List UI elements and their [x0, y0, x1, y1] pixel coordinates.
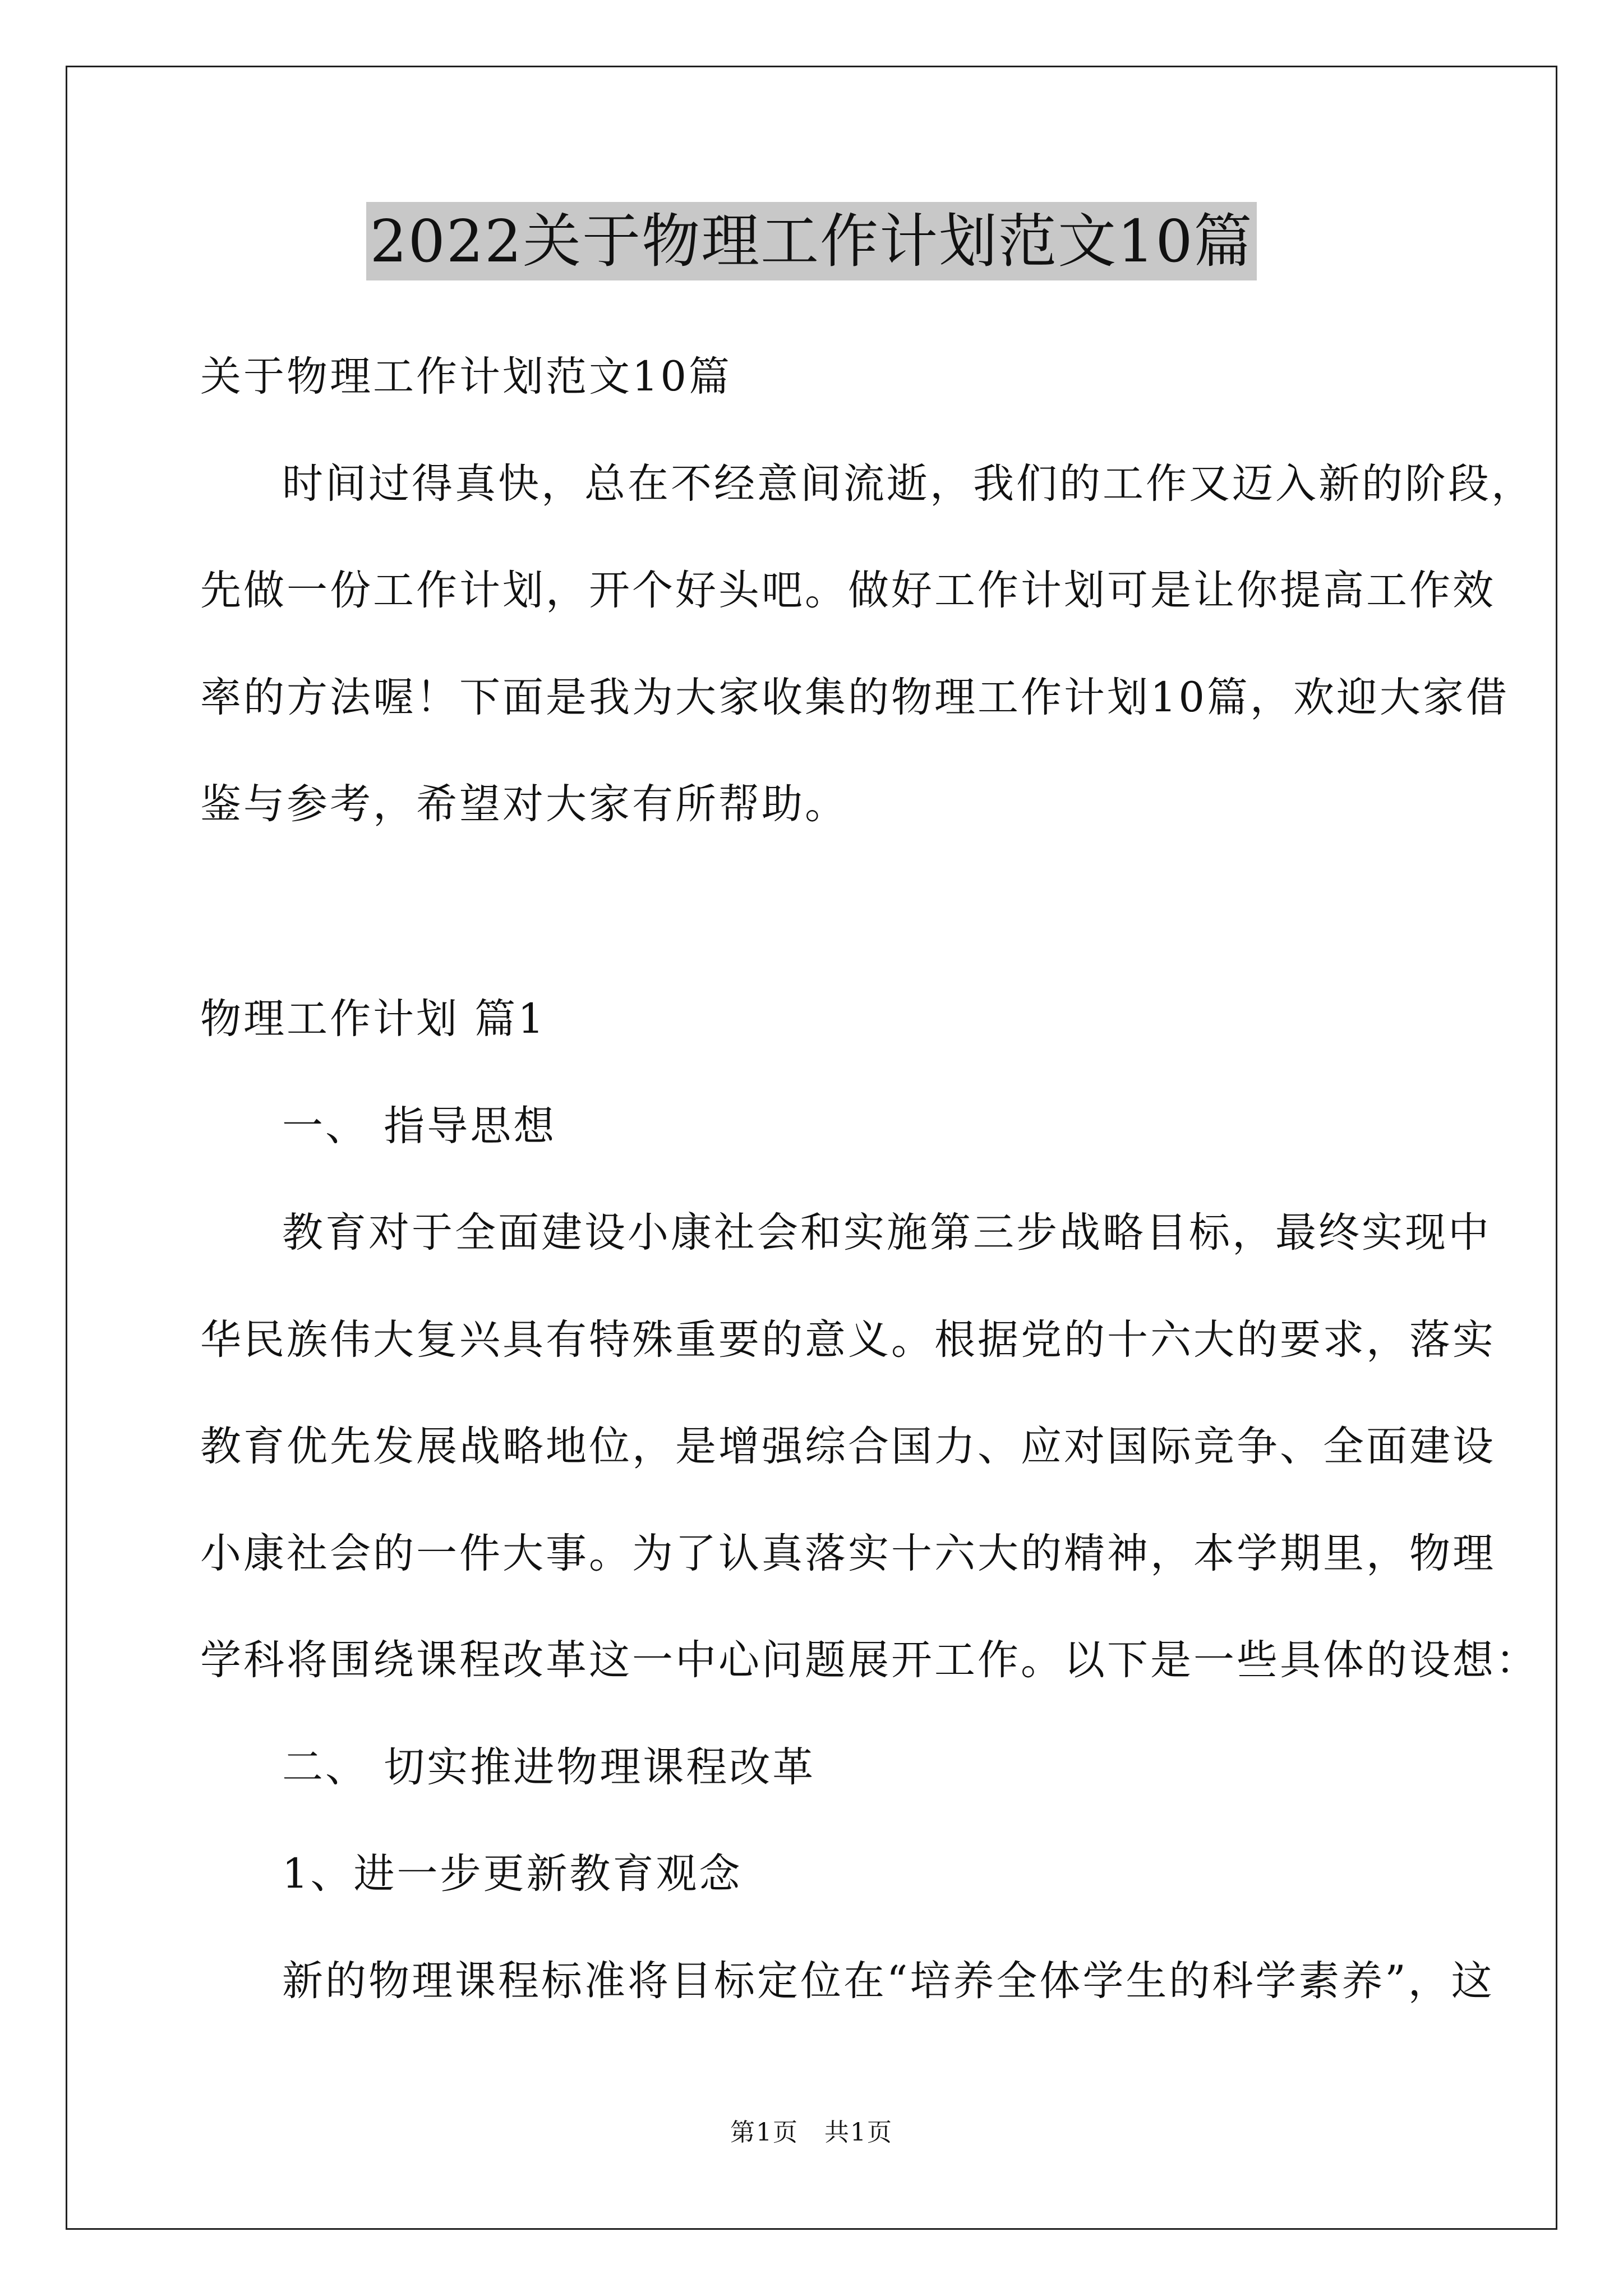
- body-line-4: 小康社会的一件大事。为了认真落实十六大的精神，本学期里，物理: [200, 1530, 1496, 1577]
- subheading-update-concepts: 1、进一步更新教育观念: [282, 1850, 743, 1898]
- page-footer: 第1页 共1页: [730, 2118, 893, 2147]
- body-line-2: 华民族伟大复兴具有特殊重要的意义。根据党的十六大的要求，落实: [200, 1316, 1496, 1364]
- section-heading: 物理工作计划 篇1: [200, 995, 546, 1043]
- title-container: [0, 202, 1623, 280]
- intro-line-1: 时间过得真快，总在不经意间流逝，我们的工作又迈入新的阶段，: [282, 460, 1534, 508]
- intro-line-4: 鉴与参考，希望对大家有所帮助。: [200, 780, 848, 828]
- document-subtitle: 关于物理工作计划范文10篇: [200, 353, 732, 401]
- body-line-6: 新的物理课程标准将目标定位在“培养全体学生的科学素养”，这: [282, 1957, 1495, 2005]
- body-line-5: 学科将围绕课程改革这一中心问题展开工作。以下是一些具体的设想：: [200, 1636, 1539, 1684]
- body-line-3: 教育优先发展战略地位，是增强综合国力、应对国际竞争、全面建设: [200, 1423, 1496, 1470]
- document-title: 2022关于物理工作计划范文10篇: [366, 202, 1256, 280]
- intro-line-2: 先做一份工作计划，开个好头吧。做好工作计划可是让你提高工作效: [200, 567, 1496, 614]
- body-line-1: 教育对于全面建设小康社会和实施第三步战略目标，最终实现中: [282, 1209, 1491, 1257]
- heading-guiding-ideology: 一、 指导思想: [282, 1102, 557, 1150]
- heading-curriculum-reform: 二、 切实推进物理课程改革: [282, 1743, 816, 1791]
- intro-line-3: 率的方法喔！下面是我为大家收集的物理工作计划10篇，欢迎大家借: [200, 674, 1509, 721]
